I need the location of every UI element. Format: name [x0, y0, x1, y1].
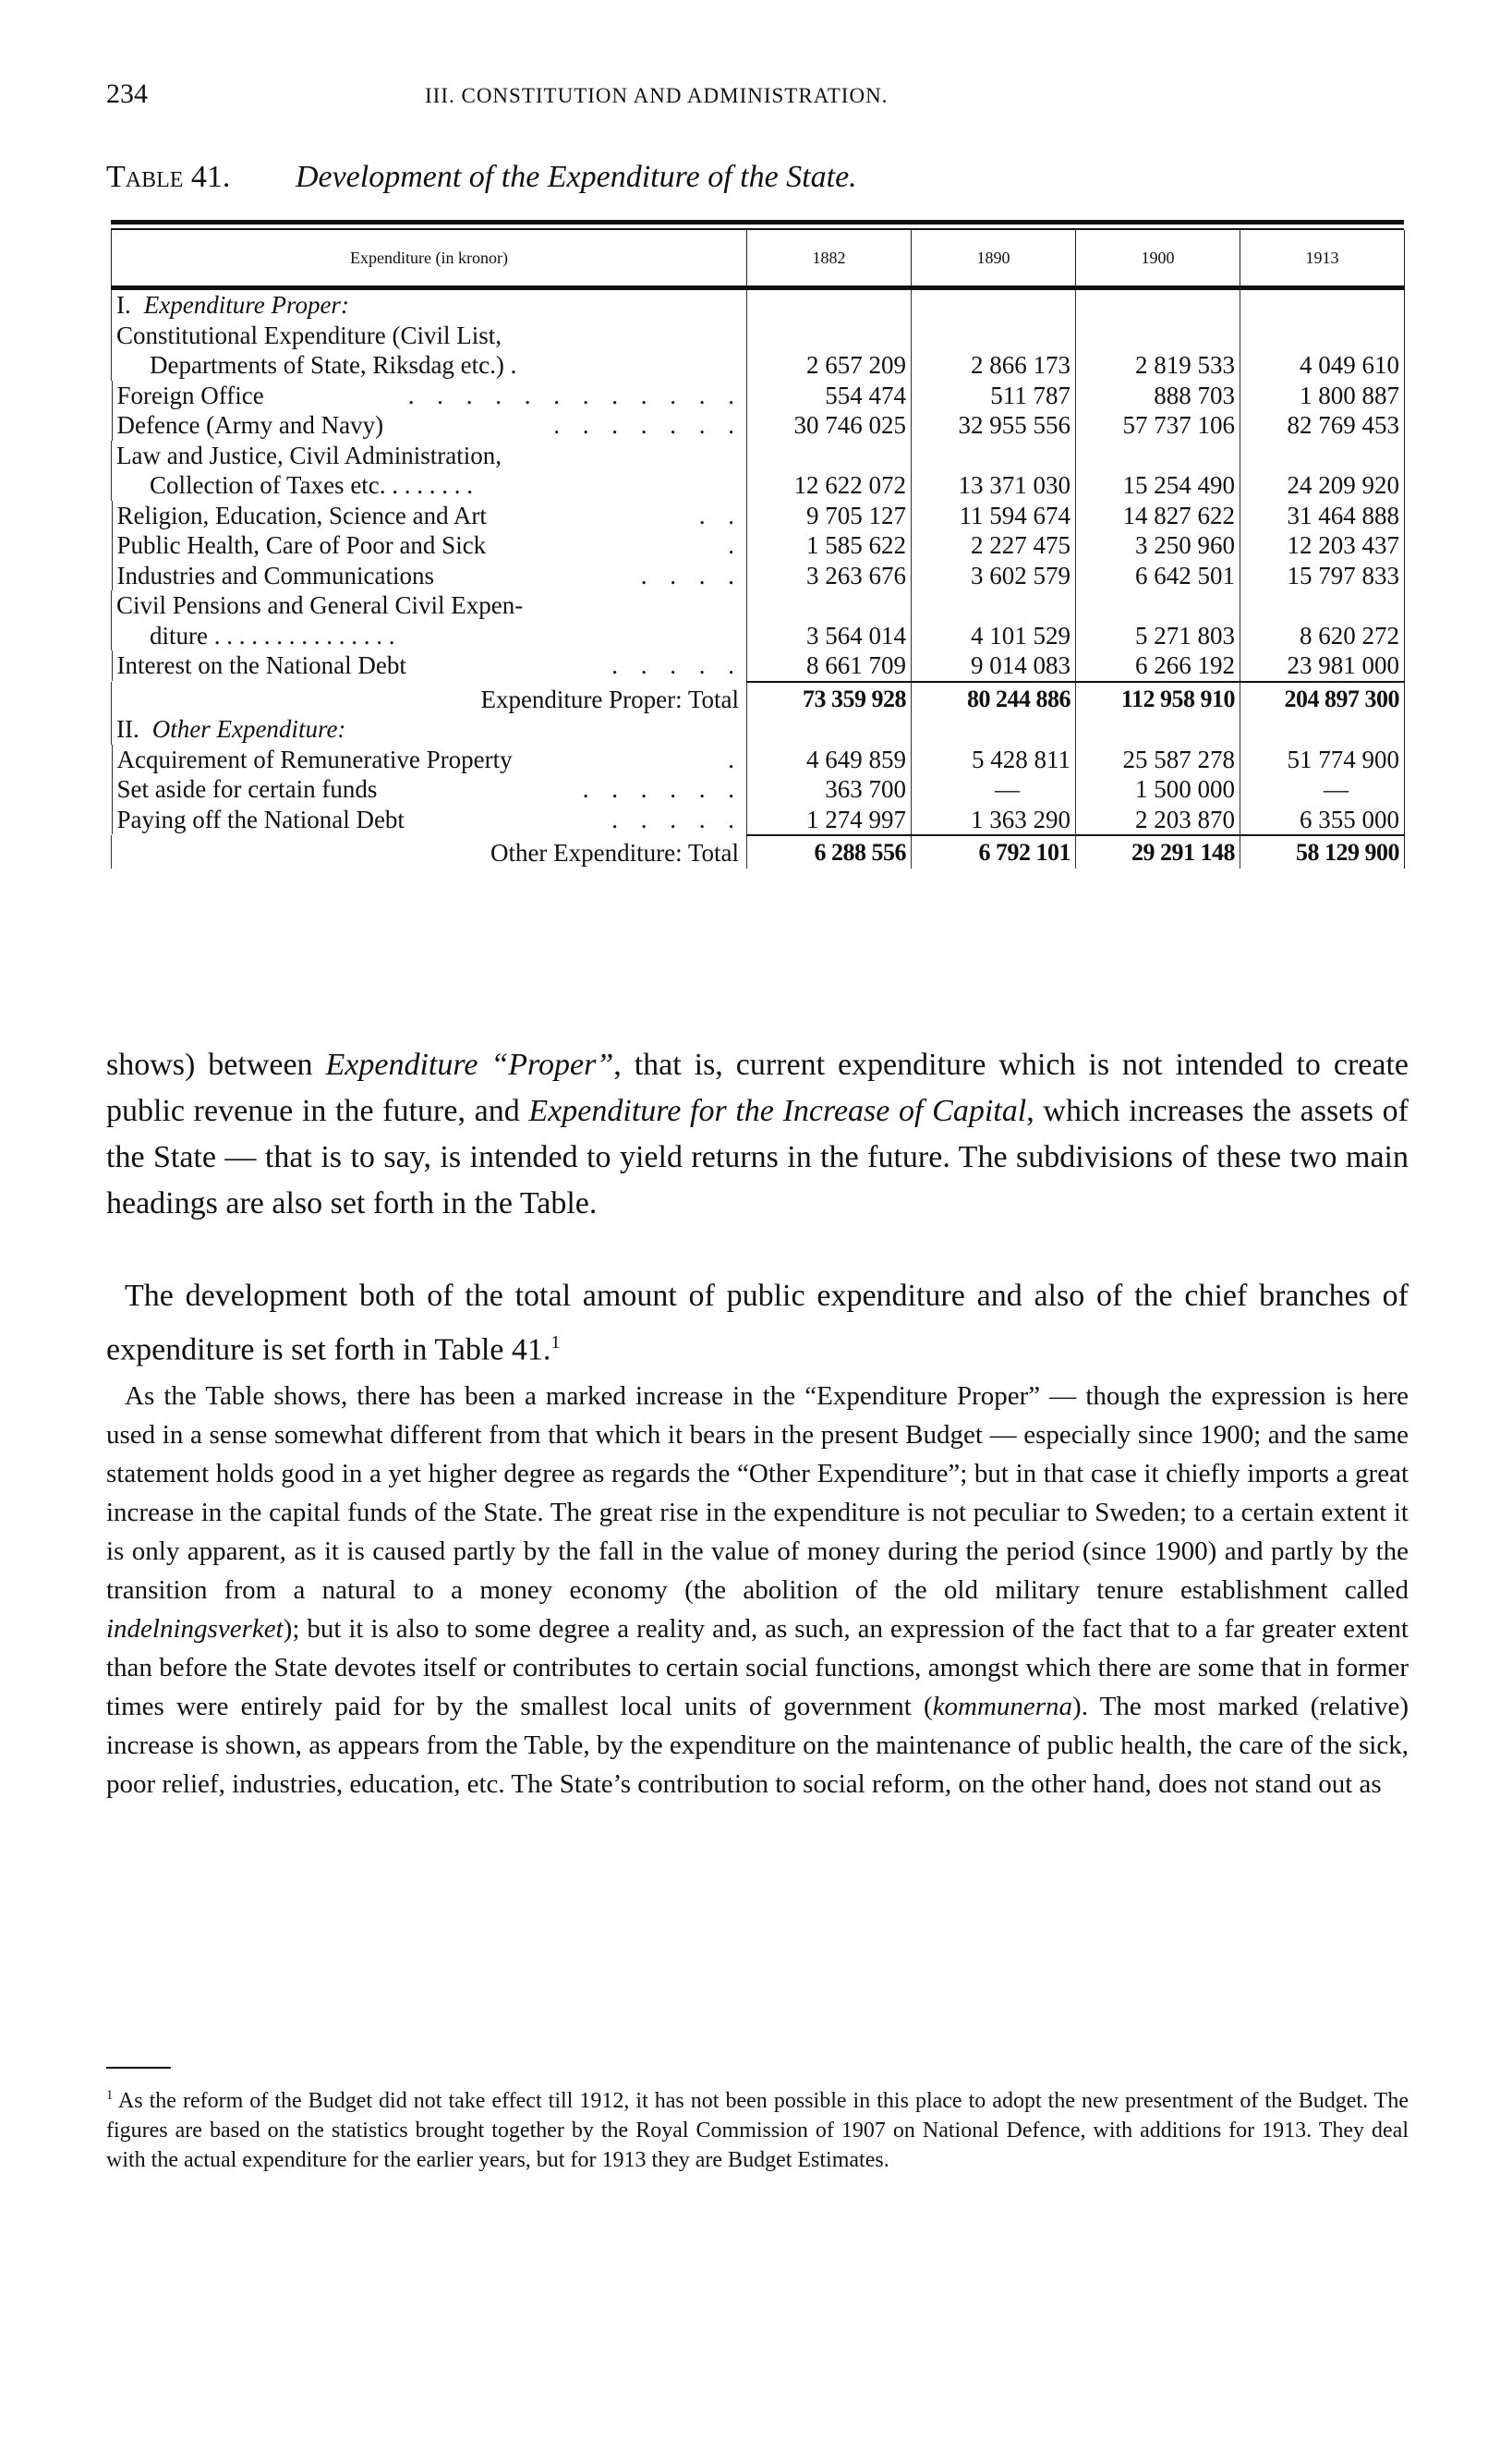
value-text: 30 746 025	[793, 411, 906, 439]
row-label	[112, 321, 747, 381]
italic-term: Expenditure for the Increase of Capital	[528, 1094, 1027, 1128]
leader-dots: . . . . . . .	[553, 411, 743, 439]
total-value: 6 792 101	[912, 838, 1076, 868]
row-label-line: Constitutional Expenditure (Civil List,	[116, 321, 502, 349]
value-text: 2 866 173	[971, 351, 1070, 379]
paragraph-text: shows) between	[106, 1048, 326, 1082]
value-text: 2 227 475	[971, 531, 1070, 559]
value-cell	[1076, 805, 1240, 836]
value-text: 12 622 072	[793, 471, 906, 499]
value-text: 23 981 000	[1287, 651, 1399, 679]
total-row	[112, 838, 1405, 868]
value-text: 2 819 533	[1135, 351, 1235, 379]
value-text: 3 250 960	[1135, 531, 1235, 559]
table-row	[112, 321, 1405, 381]
column-header-label: Expenditure (in kronor)	[112, 230, 747, 288]
running-head: III. CONSTITUTION AND ADMINISTRATION.	[425, 84, 889, 107]
value-text: 31 464 888	[1287, 501, 1399, 529]
expenditure-table-container	[111, 220, 1404, 868]
row-label	[112, 590, 747, 650]
empty-cell	[1240, 288, 1405, 321]
table-number: Table 41.	[106, 160, 231, 194]
value-cell	[1076, 321, 1240, 381]
value-text: 4 101 529	[971, 621, 1070, 650]
value-text: 13 371 030	[958, 471, 1070, 499]
table-row	[112, 381, 1405, 411]
total-row	[112, 685, 1405, 715]
paragraph-text: ); but it is also to some degree a reality and, as such, an expression of the fact that to a far greater extent than before the State devotes itself or contributes to certain social functions, amongst which there are some that in former times were entirely paid for by the smallest local units of government (	[106, 1614, 1409, 1721]
value-cell	[747, 561, 912, 591]
row-label	[112, 805, 747, 835]
value-cell	[1076, 410, 1240, 441]
value-cell	[747, 530, 912, 561]
empty-cell	[912, 714, 1076, 745]
column-header-year: 1882	[747, 230, 912, 288]
section-numeral: II.	[116, 715, 139, 743]
row-label	[112, 530, 747, 561]
value-cell	[1076, 561, 1240, 591]
row-label-text: Public Health, Care of Poor and Sick	[116, 531, 487, 559]
table-header-row	[112, 230, 1405, 288]
value-cell	[1076, 381, 1240, 411]
expenditure-table	[111, 230, 1405, 868]
value-text: 9 705 127	[806, 501, 906, 529]
value-text: 14 827 622	[1122, 501, 1235, 529]
value-cell	[747, 381, 912, 411]
table-row	[112, 650, 1405, 682]
value-text: 15 797 833	[1287, 561, 1399, 589]
total-value: 58 129 900	[1240, 838, 1405, 868]
value-cell	[1240, 410, 1405, 441]
footnote-reference: 1	[550, 1332, 561, 1353]
column-header-year: 1890	[912, 230, 1076, 288]
total-value: 73 359 928	[747, 685, 912, 715]
value-text: 8 620 272	[1300, 621, 1399, 650]
leader-dots: . . . . . .	[582, 775, 743, 803]
leader-dots: . . . . .	[611, 805, 743, 833]
column-header-year: 1900	[1076, 230, 1240, 288]
value-text: 2 657 209	[806, 351, 906, 379]
row-label-text: Defence (Army and Navy)	[116, 411, 384, 439]
row-label-text: Interest on the National Debt	[116, 651, 406, 679]
paragraph-text: , which increases the assets of the State — that is to say, is intended to yield returns in the future. The subdivisions of these two main headings are also set forth in the Table.	[106, 1094, 1409, 1220]
value-text: 1 800 887	[1300, 381, 1399, 409]
row-label	[112, 501, 747, 531]
table-title: Development of the Expenditure of the State.	[295, 160, 857, 194]
value-text: 511 787	[990, 381, 1070, 409]
value-cell	[912, 501, 1076, 531]
section-heading	[112, 288, 747, 321]
table-row	[112, 410, 1405, 441]
paragraph-text: The development both of the total amount of public expenditure and also of the chief branches of expenditure is set forth in Table 41.	[106, 1279, 1409, 1367]
section-heading-row	[112, 288, 1405, 321]
value-cell	[747, 590, 912, 650]
value-cell	[1240, 774, 1405, 805]
row-label	[112, 745, 747, 775]
footnote-divider	[106, 2067, 171, 2069]
table-row	[112, 774, 1405, 805]
row-label-text: Acquirement of Remunerative Property	[116, 745, 513, 773]
value-text: 363 700	[825, 775, 906, 803]
total-value: 112 958 910	[1076, 685, 1240, 715]
empty-cell	[747, 714, 912, 745]
value-text: 3 602 579	[971, 561, 1070, 589]
value-text: 3 564 014	[806, 621, 906, 650]
value-text: 82 769 453	[1287, 411, 1399, 439]
value-cell	[912, 774, 1076, 805]
row-label-line-wrap	[116, 621, 743, 651]
value-text: 12 203 437	[1287, 531, 1399, 559]
value-cell	[747, 441, 912, 501]
value-text: 1 585 622	[806, 531, 906, 559]
value-text: 25 587 278	[1122, 745, 1235, 773]
value-cell	[747, 774, 912, 805]
value-cell	[912, 321, 1076, 381]
leader-dots: .	[728, 531, 743, 559]
value-cell	[747, 650, 912, 682]
value-cell	[912, 745, 1076, 775]
table-row	[112, 805, 1405, 836]
row-label	[112, 410, 747, 441]
value-text: 32 955 556	[958, 411, 1070, 439]
value-cell	[912, 805, 1076, 836]
value-cell	[1240, 561, 1405, 591]
table-row	[112, 561, 1405, 591]
value-cell	[1076, 774, 1240, 805]
value-text: 4 649 859	[806, 745, 906, 773]
value-text: 6 642 501	[1135, 561, 1235, 589]
row-label-line: Civil Pensions and General Civil Expen-	[116, 591, 524, 619]
value-cell	[747, 321, 912, 381]
value-text: 888 703	[1154, 381, 1235, 409]
top-rule	[111, 220, 1404, 225]
row-label-line-wrap	[116, 350, 743, 381]
total-value: 6 288 556	[747, 838, 912, 868]
value-text: 1 363 290	[971, 805, 1070, 833]
leader-dots: . . . .	[640, 561, 743, 589]
table-caption	[106, 160, 857, 195]
value-cell	[1076, 530, 1240, 561]
empty-cell	[1076, 288, 1240, 321]
value-cell	[1240, 650, 1405, 682]
value-cell	[1240, 381, 1405, 411]
paragraph-text: , that is, current expenditure which is not intended to create public revenue in the future, and	[106, 1048, 1409, 1128]
value-text: 24 209 920	[1287, 471, 1399, 499]
value-cell	[747, 410, 912, 441]
footnote-marker: 1	[106, 2088, 114, 2103]
table-row	[112, 745, 1405, 775]
section-heading	[112, 714, 747, 745]
value-cell	[1076, 501, 1240, 531]
value-cell	[912, 561, 1076, 591]
row-label	[112, 774, 747, 805]
section-numeral: I.	[116, 291, 131, 319]
section-heading-row	[112, 714, 1405, 745]
value-cell	[1076, 650, 1240, 682]
row-label-text: Foreign Office	[116, 381, 264, 409]
total-value: 204 897 300	[1240, 685, 1405, 715]
value-cell	[1240, 745, 1405, 775]
row-label	[112, 381, 747, 411]
value-cell	[912, 381, 1076, 411]
empty-cell	[747, 288, 912, 321]
value-text: 2 203 870	[1135, 805, 1235, 833]
value-text: 6 266 192	[1135, 651, 1235, 679]
value-cell	[1240, 441, 1405, 501]
value-cell	[912, 650, 1076, 682]
value-text: 9 014 083	[971, 651, 1070, 679]
table-row	[112, 441, 1405, 501]
paragraph-2	[106, 1273, 1409, 1373]
section-title: Expenditure Proper:	[143, 291, 349, 319]
value-cell	[1240, 590, 1405, 650]
paragraph-text: As the Table shows, there has been a marked increase in the “Expenditure Proper” — though the expression is here used in a sense somewhat different from that which it bears in the present Budget — especially since 1900; and the same statement holds good in a yet higher degree as regards the “Other Expenditure”; but in that case it chiefly imports a great increase in the capital funds of the State. The great rise in the expenditure is not peculiar to Sweden; to a certain extent it is only apparent, as it is caused partly by the fall in the value of money during the period (since 1900) and partly by the transition from a natural to a money economy (the abolition of the old military tenure establishment called	[106, 1381, 1409, 1605]
leader-dots: . .	[698, 501, 743, 529]
row-label-line: Law and Justice, Civil Administration,	[116, 441, 502, 469]
total-label: Expenditure Proper: Total	[112, 685, 747, 715]
row-label-line: Collection of Taxes etc. . . . . . . .	[150, 471, 474, 499]
footnote-text: As the reform of the Budget did not take effect till 1912, it has not been possible in this place to adopt the new presentment of the Budget. The figures are based on the statistics brought together by the Royal Commission of 1907 on National Defence, with additions for 1913. They deal with the actual expenditure for the earlier years, but for 1913 they are Budget Estimates.	[106, 2089, 1409, 2172]
value-cell	[912, 590, 1076, 650]
value-text: 57 737 106	[1122, 411, 1235, 439]
value-cell	[1076, 590, 1240, 650]
value-text: 8 661 709	[806, 651, 906, 679]
total-value: 29 291 148	[1076, 838, 1240, 868]
total-label: Other Expenditure: Total	[112, 838, 747, 868]
footnote	[106, 2081, 1409, 2175]
italic-term: kommunerna	[932, 1692, 1073, 1721]
row-label	[112, 561, 747, 591]
value-cell	[1240, 501, 1405, 531]
empty-cell	[1240, 714, 1405, 745]
row-label-text: Industries and Communications	[116, 561, 434, 589]
value-cell	[1240, 321, 1405, 381]
value-cell	[912, 530, 1076, 561]
row-label-text: Set aside for certain funds	[116, 775, 378, 803]
value-cell	[1076, 745, 1240, 775]
paragraph-3	[106, 1377, 1409, 1803]
value-text: 554 474	[825, 381, 906, 409]
paragraph-1	[106, 1042, 1409, 1227]
section-title: Other Expenditure:	[151, 715, 346, 743]
page-number: 234	[106, 79, 148, 109]
value-cell	[912, 410, 1076, 441]
row-label-line-wrap	[116, 470, 743, 501]
value-text: 11 594 674	[959, 501, 1070, 529]
row-label	[112, 650, 747, 681]
italic-term: Expenditure “Proper”	[325, 1048, 614, 1082]
row-label	[112, 441, 747, 501]
value-cell	[1076, 441, 1240, 501]
empty-cell	[1076, 714, 1240, 745]
italic-term: indelningsverket	[106, 1614, 284, 1644]
value-cell	[912, 441, 1076, 501]
value-text: 1 500 000	[1135, 775, 1235, 803]
value-cell	[747, 745, 912, 775]
table-row	[112, 501, 1405, 531]
value-text: 51 774 900	[1287, 745, 1399, 773]
value-cell	[1240, 530, 1405, 561]
row-label-line: Departments of State, Riksdag etc.) .	[150, 351, 517, 379]
value-cell	[747, 501, 912, 531]
value-text: —	[995, 775, 1020, 803]
value-text: 5 428 811	[972, 745, 1070, 773]
value-text: —	[1324, 775, 1349, 803]
empty-cell	[912, 288, 1076, 321]
table-row	[112, 590, 1405, 650]
paragraph-text: ). The most marked (relative) increase is shown, as appears from the Table, by the expenditure on the maintenance of public health, the care of the sick, poor relief, industries, education, etc. The State’s contribution to social reform, on the other hand, does not stand out as	[106, 1692, 1409, 1799]
row-label-text: Paying off the National Debt	[116, 805, 405, 833]
value-text: 1 274 997	[806, 805, 906, 833]
value-text: 3 263 676	[806, 561, 906, 589]
row-label-line: diture . . . . . . . . . . . . . . .	[150, 621, 395, 650]
leader-dots: .	[728, 745, 743, 773]
value-text: 6 355 000	[1300, 805, 1399, 833]
total-value: 80 244 886	[912, 685, 1076, 715]
value-text: 15 254 490	[1122, 471, 1235, 499]
row-label-text: Religion, Education, Science and Art	[116, 501, 487, 529]
page-header	[106, 79, 1409, 115]
value-text: 4 049 610	[1300, 351, 1399, 379]
column-header-year: 1913	[1240, 230, 1405, 288]
leader-dots: . . . . .	[611, 651, 743, 679]
leader-dots: . . . . . . . . . . . .	[407, 381, 743, 409]
value-text: 5 271 803	[1135, 621, 1235, 650]
table-row	[112, 530, 1405, 561]
value-cell	[1240, 805, 1405, 836]
value-cell	[747, 805, 912, 836]
